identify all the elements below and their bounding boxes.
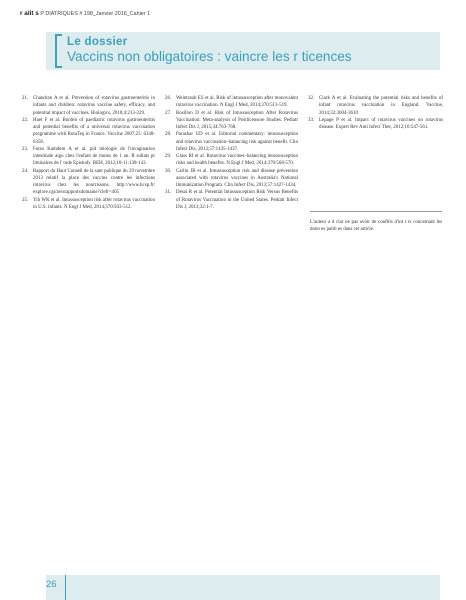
conflict-of-interest-statement: L'auteur a d clar ne pas avoir de conflits d'int r ts concernant les donn es publi es dans cet article. — [310, 211, 442, 234]
reference-text: Rapport du Haut Conseil de la sant publique du 29 novembre 2013 relatif la place des vaccins contre les infections rotavirus chez les nourrissons. http://www.hcsp.fr/ explore.cgi/avisrapportsdomaine?clefr=405 — [33, 168, 155, 196]
reference-text: Desai R et al. Potential Intussusception Risk Versus Benefits of Rotavirus Vaccination in the United States. Pediatr Infect Dis J, 2013;32:1-7. — [176, 190, 298, 210]
reference-item — [165, 168, 298, 190]
footer-bar — [46, 575, 440, 600]
page-number: 26 — [46, 579, 57, 590]
reference-number: 28. — [165, 132, 172, 138]
reference-text: Fotso Kamdem A et al. pid miologie de l'invagination intestinale aigu chez l'enfant de moins de 1 an. R sultats pr liminaires de l' tude Epistudy. BEH, 2012;10-11:138-143. — [33, 146, 155, 167]
reference-text: Rosillon D et al. Risk of Intussusception After Rotavirus Vaccination: Meta-analysis of Postlicensure Studies. Pediatr Infect Dis J, 2015;34:763-768. — [176, 110, 298, 130]
article-title: Vaccins non obligatoires : vaincre les r ticences — [67, 49, 352, 64]
section-label: Le dossier — [67, 36, 128, 48]
reference-item — [165, 110, 298, 132]
reference-number: 21. — [22, 96, 29, 101]
reference-text: Yih WK et al. Intussusception risk after rotavirus vaccination in U.S. infants. N Engl J Med, 2014;370:503-512. — [33, 197, 155, 210]
footer-divider — [65, 575, 66, 600]
reference-number: 32. — [308, 96, 315, 101]
reference-item — [165, 153, 298, 168]
reference-text: Chandran A et al. Prevention of rotavirus gastroenteritis in infants and children: rotavirus vaccine safety, efficacy, and potential impact of vaccines. Biologics, 2010;4:213-229. — [33, 96, 155, 116]
reference-number: 23. — [22, 146, 29, 152]
reference-number: 29. — [165, 154, 172, 159]
reference-number: 26. — [165, 96, 172, 101]
reference-item — [22, 95, 155, 117]
reference-number: 24. — [22, 168, 29, 174]
reference-column-2 — [165, 95, 298, 211]
reference-item — [22, 146, 155, 168]
reference-number: 27. — [165, 110, 172, 116]
reference-item — [308, 95, 443, 117]
journal-brand: r alit s — [20, 10, 39, 17]
reference-number: 30. — [165, 168, 172, 174]
reference-item — [22, 117, 155, 146]
reference-column-1 — [22, 95, 155, 211]
reference-item — [308, 117, 443, 132]
reference-number: 22. — [22, 117, 29, 123]
reference-text: Carlin JB et al. Intussusception risk and disease prevention associated with rotavirus vaccines in Australia's National Immunization Program. Clin Infect Dis, 2013;57:1427-1434. — [176, 168, 298, 188]
reference-item — [22, 168, 155, 197]
reference-number: 25. — [22, 197, 29, 203]
reference-number: 33. — [308, 117, 315, 123]
reference-text: Lepage P et al. Impact of rotavirus vaccines on rotavirus disease. Expert Rev Anti Infect Ther, 2012;10:547-561. — [319, 117, 443, 130]
journal-issue-info: P DIATRIQUES # 198_Janvier 2016_Cahier 1 — [40, 11, 151, 17]
reference-text: Clark A et al. Evaluating the potential risks and benefits of infant rotavirus vaccination in England. Vaccine, 2014;32:3604-3610 — [319, 96, 443, 116]
reference-text: Weintraub ES et al. Risk of intussusception after monovalent rotavirus vaccination. N Engl J Med, 2014;370:513-519. — [176, 96, 298, 109]
reference-column-3 — [308, 95, 443, 131]
journal-header — [20, 10, 150, 17]
reference-number: 31. — [165, 190, 172, 196]
reference-item — [165, 189, 298, 211]
reference-item — [22, 197, 155, 212]
reference-text: Huet F et al. Burden of paediatric rotavirus gastroenteritis and potential benefits of a universal rotavirus vaccination programme with RotaTeq in France. Vaccine 2007;25: 6348-6358. — [33, 117, 155, 145]
reference-item — [165, 131, 298, 153]
reference-item — [165, 95, 298, 110]
banner-bracket — [55, 34, 62, 68]
reference-text: Glass RI et al. Rotavirus vaccines–balancing intussusception risks and health benefits. N Engl J Med, 2014;370:568-570. — [176, 154, 298, 167]
reference-text: Parashar UD et al. Editorial commentary: intussusception and rotavirus vaccination–balancing risk against benefit. Clin Infect Dis, 2013;57:1435-1437. — [176, 132, 298, 152]
